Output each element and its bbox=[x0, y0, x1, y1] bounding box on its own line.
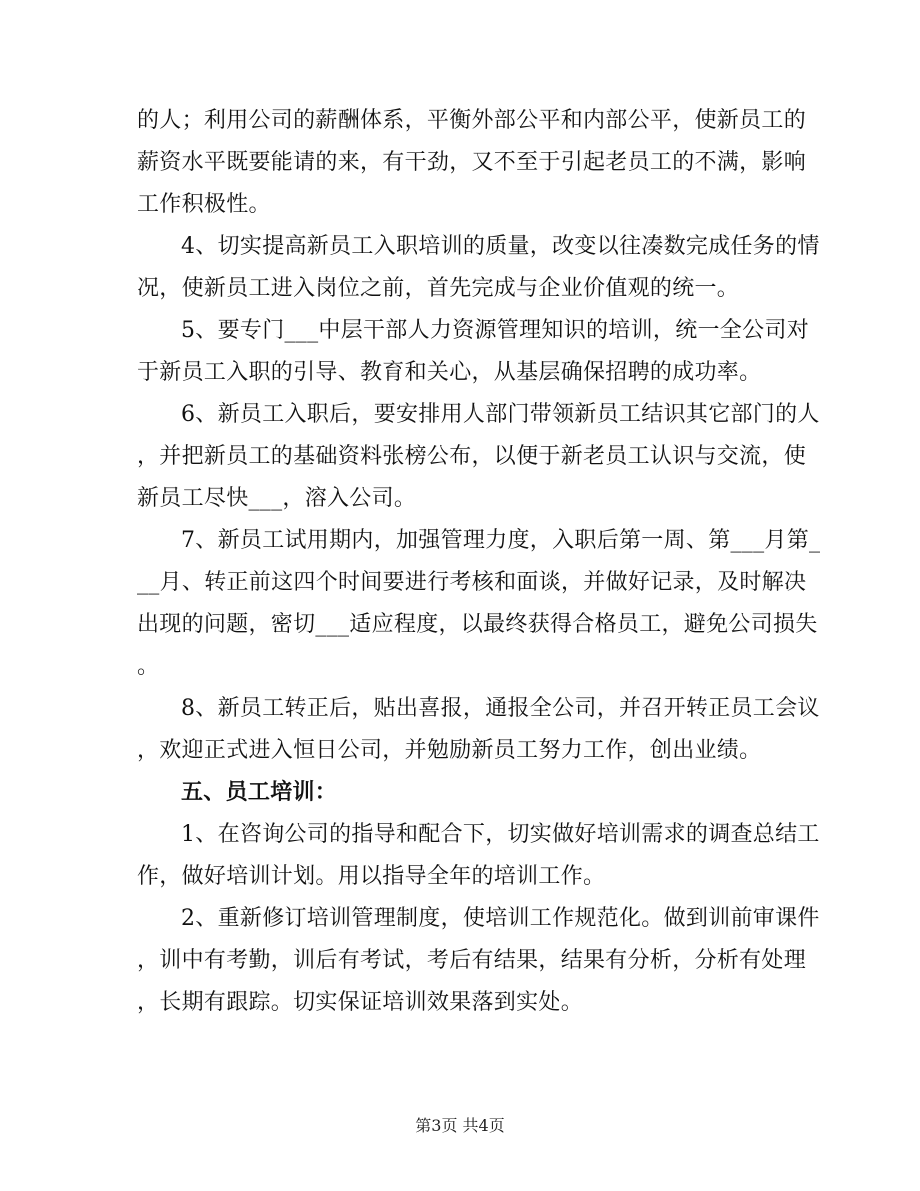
training-item-1-line: 1、在咨询公司的指导和配合下，切实做好培训需求的调查总结工 bbox=[181, 822, 820, 847]
text-line: ，并把新员工的基础资料张榜公布，以便于新老员工认识与交流，使 bbox=[137, 444, 807, 469]
paragraph-6-line: 6、新员工入职后，要安排用人部门带领新员工结识其它部门的人 bbox=[181, 402, 820, 427]
paragraph-5-line: 5、要专门___中层干部人力资源管理知识的培训，统一全公司对 bbox=[181, 318, 809, 343]
text-line: 出现的问题，密切___适应程度，以最终获得合格员工，避免公司损失 bbox=[137, 612, 818, 637]
text-line: 。 bbox=[137, 654, 160, 679]
document-body bbox=[137, 100, 821, 1024]
text-line: 况，使新员工进入岗位之前，首先完成与企业价值观的统一。 bbox=[137, 276, 740, 301]
text-line: 新员工尽快___，溶入公司。 bbox=[137, 486, 417, 511]
text-line: 作，做好培训计划。用以指导全年的培训工作。 bbox=[137, 864, 606, 889]
section-heading-training: 五、员工培训： bbox=[181, 780, 338, 805]
paragraph-8-line: 8、新员工转正后，贴出喜报，通报全公司，并召开转正员工会议 bbox=[181, 696, 820, 721]
text-line: ，训中有考勤，训后有考试，考后有结果，结果有分析，分析有处理 bbox=[137, 948, 807, 973]
text-line: ，欢迎正式进入恒日公司，并勉励新员工努力工作，创出业绩。 bbox=[137, 738, 762, 763]
text-line: 于新员工入职的引导、教育和关心，从基层确保招聘的成功率。 bbox=[137, 360, 762, 385]
text-line: ，长期有跟踪。切实保证培训效果落到实处。 bbox=[137, 990, 584, 1015]
text-line: 的人；利用公司的薪酬体系，平衡外部公平和内部公平，使新员工的 bbox=[137, 108, 807, 133]
paragraph-4-line: 4、切实提高新员工入职培训的质量，改变以往凑数完成任务的情 bbox=[181, 234, 820, 259]
page-number-footer: 第3页 共4页 bbox=[415, 1116, 505, 1135]
training-item-2-line: 2、重新修订培训管理制度，使培训工作规范化。做到训前审课件 bbox=[181, 906, 820, 931]
text-line: 工作积极性。 bbox=[137, 192, 271, 217]
text-line: 薪资水平既要能请的来，有干劲，又不至于引起老员工的不满，影响 bbox=[137, 150, 807, 175]
paragraph-7-line: 7、新员工试用期内，加强管理力度，入职后第一周、第___月第_ bbox=[181, 528, 821, 553]
text-line: __月、转正前这四个时间要进行考核和面谈，并做好记录，及时解决 bbox=[137, 570, 807, 595]
